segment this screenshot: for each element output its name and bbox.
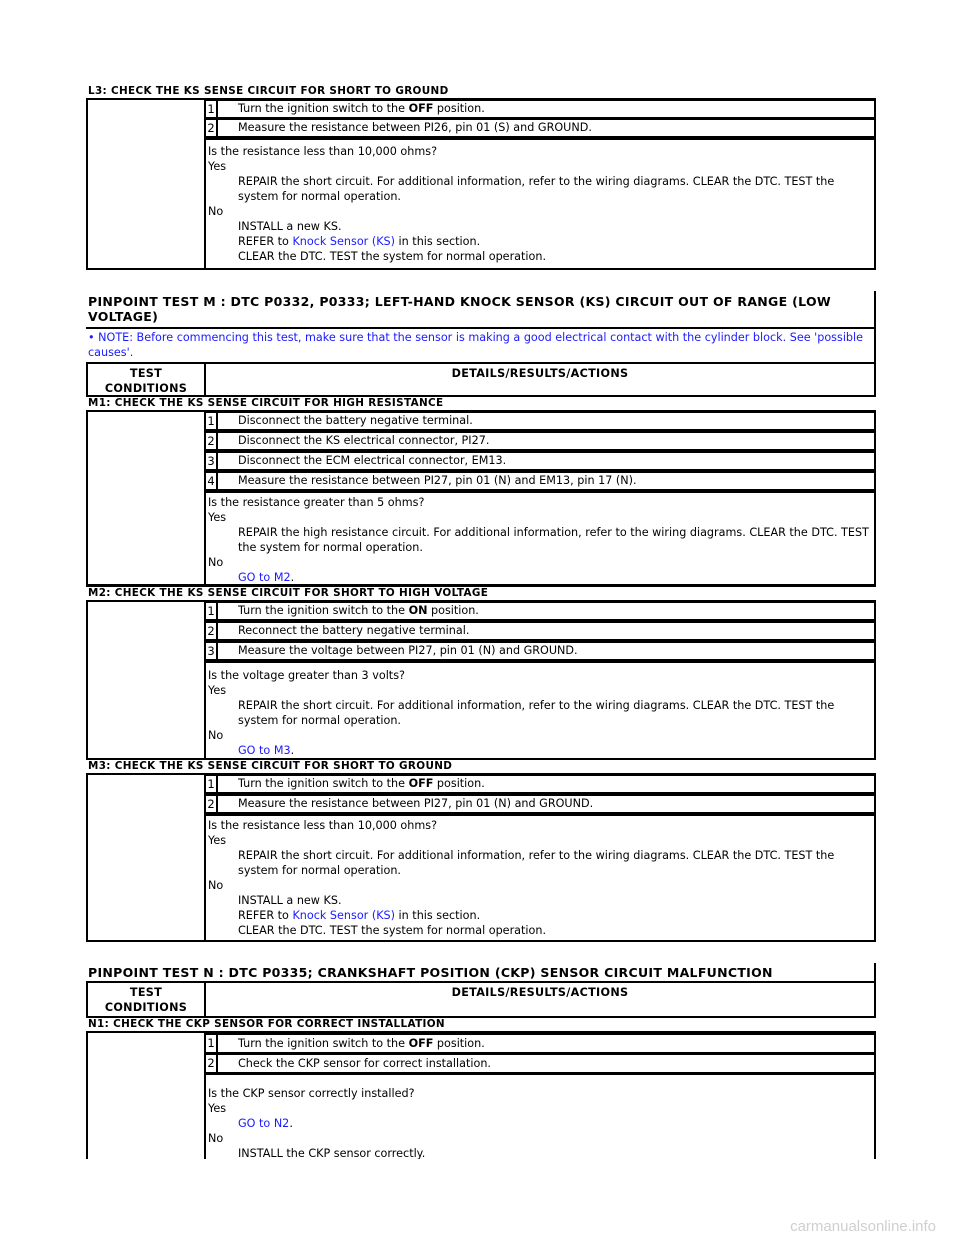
l3-table xyxy=(86,84,876,270)
knock-sensor-link[interactable]: Knock Sensor (KS) xyxy=(292,235,395,248)
n1-step-1-number: 1 xyxy=(207,1036,215,1050)
pinpoint-test-m-note: • NOTE: Before commencing this test, make sure that the sensor is making a good electrical contact with the cylinder block. See 'possible causes'. xyxy=(86,329,874,362)
l3-yes-text: REPAIR the short circuit. For additional information, refer to the wiring diagrams. CLEAR the DTC. TEST the system for normal operation. xyxy=(238,175,835,203)
l3-test-conditions xyxy=(88,100,204,268)
m2-yes-label: Yes xyxy=(208,684,227,697)
m1-yes-text: REPAIR the high resistance circuit. For additional information, refer to the wiring diagrams. CLEAR the DTC. TEST the system for normal operation. xyxy=(238,526,869,554)
go-to-m3-link[interactable]: GO to M3 xyxy=(238,744,291,757)
n1-yes-text: GO to N2. xyxy=(238,1117,293,1130)
test-conditions-header: TEST CONDITIONS xyxy=(88,983,204,1016)
m1-no-label: No xyxy=(208,556,224,569)
n1-title: N1: CHECK THE CKP SENSOR FOR CORRECT INSTALLATION xyxy=(86,1018,876,1031)
l3-yes-label: Yes xyxy=(208,160,227,173)
m1-step-2: Disconnect the KS electrical connector, PI27. xyxy=(218,433,874,449)
m1-results xyxy=(206,493,874,584)
n1-no-label: No xyxy=(208,1132,224,1145)
m3-no-line-2: REFER to Knock Sensor (KS) in this section. xyxy=(238,909,481,922)
watermark: carmanualsonline.info xyxy=(790,1218,936,1235)
m3-step-1-number: 1 xyxy=(207,777,215,791)
m1-step-4-number: 4 xyxy=(207,474,215,488)
m1-step-2-number: 2 xyxy=(207,434,215,448)
m2-step-3: Measure the voltage between PI27, pin 01 (N) and GROUND. xyxy=(218,643,874,659)
l3-step-1: Turn the ignition switch to the OFF position. xyxy=(218,101,874,117)
m3-step-1: Turn the ignition switch to the OFF position. xyxy=(218,776,874,792)
l3-no-line-3: CLEAR the DTC. TEST the system for normal operation. xyxy=(238,250,547,263)
details-header: DETAILS/RESULTS/ACTIONS xyxy=(206,983,874,1016)
m3-no-line-3: CLEAR the DTC. TEST the system for normal operation. xyxy=(238,924,547,937)
l3-no-line-1: INSTALL a new KS. xyxy=(238,220,342,233)
l3-no-label: No xyxy=(208,205,224,218)
m3-no-line-1: INSTALL a new KS. xyxy=(238,894,342,907)
m2-step-3-number: 3 xyxy=(207,644,215,658)
m3-results xyxy=(206,816,874,940)
pinpoint-test-m-table xyxy=(86,291,876,942)
m3-step-2-number: 2 xyxy=(207,797,215,811)
test-conditions-header: TEST CONDITIONS xyxy=(88,364,204,395)
m1-step-4: Measure the resistance between PI27, pin 01 (N) and EM13, pin 17 (N). xyxy=(218,473,874,489)
m1-title: M1: CHECK THE KS SENSE CIRCUIT FOR HIGH RESISTANCE xyxy=(86,397,876,410)
l3-step-2: Measure the resistance between PI26, pin 01 (S) and GROUND. xyxy=(218,120,874,136)
m3-question: Is the resistance less than 10,000 ohms? xyxy=(208,819,438,832)
l3-question: Is the resistance less than 10,000 ohms? xyxy=(208,145,438,158)
n1-test-conditions xyxy=(88,1033,204,1159)
m2-step-2: Reconnect the battery negative terminal. xyxy=(218,623,874,639)
m1-no-text: GO to M2. xyxy=(238,571,295,584)
go-to-n2-link[interactable]: GO to N2 xyxy=(238,1117,290,1130)
m1-test-conditions xyxy=(88,412,204,584)
n1-step-2-number: 2 xyxy=(207,1056,215,1070)
m2-step-1: Turn the ignition switch to the ON position. xyxy=(218,603,874,619)
n1-step-2: Check the CKP sensor for correct installation. xyxy=(218,1055,874,1072)
l3-step-2-number: 2 xyxy=(207,121,215,135)
n1-question: Is the CKP sensor correctly installed? xyxy=(208,1087,415,1100)
m1-step-1: Disconnect the battery negative terminal. xyxy=(218,413,874,429)
m1-yes-label: Yes xyxy=(208,511,227,524)
n1-step-1: Turn the ignition switch to the OFF position. xyxy=(218,1035,874,1052)
m3-test-conditions xyxy=(88,775,204,940)
m2-step-1-number: 1 xyxy=(207,604,215,618)
m3-yes-label: Yes xyxy=(208,834,227,847)
n1-results xyxy=(206,1075,874,1159)
m2-step-2-number: 2 xyxy=(207,624,215,638)
l3-title: L3: CHECK THE KS SENSE CIRCUIT FOR SHORT TO GROUND xyxy=(86,84,876,98)
details-header: DETAILS/RESULTS/ACTIONS xyxy=(206,364,874,395)
m3-step-2: Measure the resistance between PI27, pin 01 (N) and GROUND. xyxy=(218,796,874,812)
n1-no-text: INSTALL the CKP sensor correctly. xyxy=(238,1147,426,1159)
m3-title: M3: CHECK THE KS SENSE CIRCUIT FOR SHORT TO GROUND xyxy=(86,760,876,773)
m2-yes-text: REPAIR the short circuit. For additional information, refer to the wiring diagrams. CLEAR the DTC. TEST the system for normal operation. xyxy=(238,699,835,727)
m3-yes-text: REPAIR the short circuit. For additional information, refer to the wiring diagrams. CLEAR the DTC. TEST the system for normal operation. xyxy=(238,849,835,877)
m2-results xyxy=(206,663,874,758)
m2-question: Is the voltage greater than 3 volts? xyxy=(208,669,405,682)
n1-yes-label: Yes xyxy=(208,1102,227,1115)
knock-sensor-link[interactable]: Knock Sensor (KS) xyxy=(292,909,395,922)
l3-step-1-number: 1 xyxy=(207,102,215,116)
pinpoint-test-m-title: PINPOINT TEST M : DTC P0332, P0333; LEFT-HAND KNOCK SENSOR (KS) CIRCUIT OUT OF RANGE (LOW VOLTAGE) xyxy=(86,291,874,327)
m1-question: Is the resistance greater than 5 ohms? xyxy=(208,496,425,509)
m2-no-label: No xyxy=(208,729,224,742)
m1-step-3-number: 3 xyxy=(207,454,215,468)
m2-no-text: GO to M3. xyxy=(238,744,295,757)
l3-results xyxy=(206,140,874,268)
m3-no-label: No xyxy=(208,879,224,892)
l3-no-line-2: REFER to Knock Sensor (KS) in this section. xyxy=(238,235,481,248)
m2-test-conditions xyxy=(88,602,204,758)
pinpoint-test-n-title: PINPOINT TEST N : DTC P0335; CRANKSHAFT POSITION (CKP) SENSOR CIRCUIT MALFUNCTION xyxy=(86,963,874,981)
m1-step-3: Disconnect the ECM electrical connector, EM13. xyxy=(218,453,874,469)
m2-title: M2: CHECK THE KS SENSE CIRCUIT FOR SHORT TO HIGH VOLTAGE xyxy=(86,587,876,600)
m1-step-1-number: 1 xyxy=(207,414,215,428)
go-to-m2-link[interactable]: GO to M2 xyxy=(238,571,291,584)
pinpoint-test-n-table xyxy=(86,963,876,1159)
